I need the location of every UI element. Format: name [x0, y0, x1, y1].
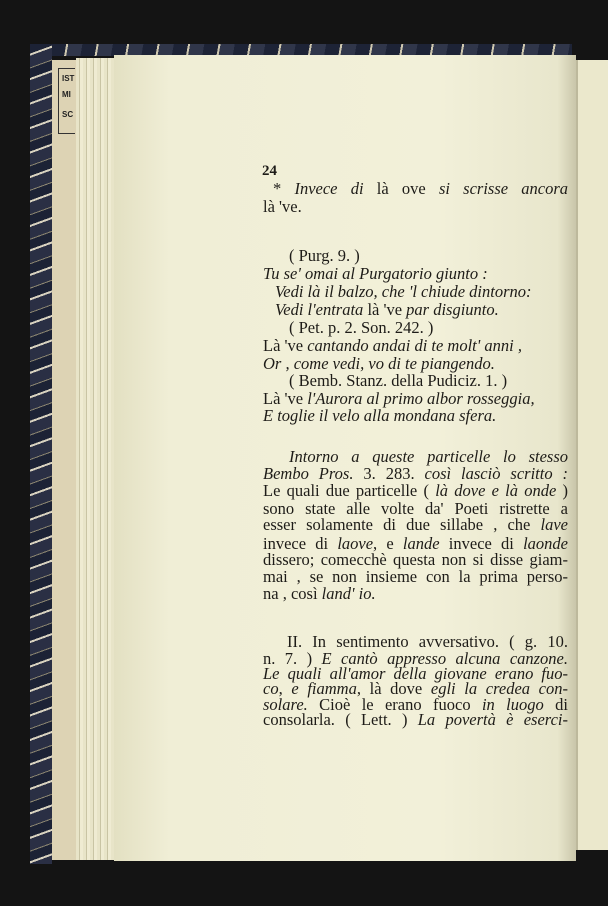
text-line — [263, 198, 568, 216]
roman-text: 3. 283. — [353, 464, 425, 483]
roman-text: na , così — [263, 584, 322, 603]
text-line — [273, 180, 568, 198]
text-line — [289, 319, 568, 337]
roman-text: dissero; comecchè questa non si disse giam- — [263, 550, 568, 569]
roman-text: Le quali due particelle ( — [263, 481, 436, 500]
italic-text: lave — [540, 515, 568, 534]
roman-text: ( Pet. p. 2. Son. 242. ) — [289, 318, 434, 337]
roman-text: invece di — [263, 534, 338, 553]
spine-label — [52, 60, 76, 860]
text-line — [275, 283, 568, 301]
roman-text: , — [278, 679, 292, 698]
italic-text: l'Aurora al primo albor rosseggia, — [307, 389, 535, 408]
text-line — [289, 247, 568, 265]
italic-text: cantando andai di te molt' anni , — [307, 336, 523, 355]
page-number: 24 — [262, 163, 277, 179]
italic-text: lande — [402, 534, 440, 553]
roman-text: Là 've — [263, 389, 308, 408]
italic-text: par disgiunto. — [406, 300, 499, 319]
italic-text: La povertà è eserci- — [417, 710, 568, 729]
text-line — [263, 711, 568, 729]
text-line — [263, 516, 568, 534]
italic-text: Vedi là il balzo, che 'l chiude dintorno: — [275, 282, 532, 301]
text-line — [263, 482, 568, 500]
roman-text: invece di — [439, 534, 524, 553]
spine-label-text: SC — [62, 110, 74, 119]
text-line — [263, 407, 568, 425]
roman-text: , e — [373, 534, 403, 553]
page-edges — [76, 58, 118, 860]
roman-text: * — [273, 179, 295, 198]
roman-text: Cioè le erano fuoco — [307, 695, 482, 714]
italic-text: E toglie il velo alla mondana sfera. — [263, 406, 497, 425]
italic-text: così lasciò scritto : — [424, 464, 569, 483]
text-line — [289, 372, 568, 390]
italic-text: là dove e là onde — [435, 481, 557, 500]
italic-text: in luogo — [481, 695, 544, 714]
text-line — [263, 337, 568, 355]
italic-text: laove — [337, 534, 374, 553]
roman-text: consolarla. ( Lett. ) — [263, 710, 418, 729]
text-line — [275, 301, 568, 319]
italic-text: Bembo Pros. — [263, 464, 354, 483]
spine-label-text: IST — [62, 74, 75, 83]
italic-text: Tu se' omai al Purgatorio giunto : — [263, 264, 488, 283]
next-page-edge — [576, 60, 608, 850]
roman-text: II. In sentimento avversativo. ( g. 10. — [287, 632, 568, 651]
italic-text: land' io. — [321, 584, 376, 603]
marbled-book-cover — [30, 44, 52, 864]
italic-text: Le quali all'amor della giovane erano fuo- — [263, 664, 568, 683]
roman-text: esser solamente di due sillabe , che — [263, 515, 541, 534]
italic-text: solare. — [263, 695, 308, 714]
italic-text: egli la credea con- — [430, 679, 569, 698]
text-line — [263, 585, 568, 603]
roman-text: mai , se non insieme con la prima perso- — [263, 567, 568, 586]
roman-text: là 've. — [263, 197, 302, 216]
italic-text: Or , come vedi, vo di te piangendo. — [263, 354, 495, 373]
italic-text: Invece di — [294, 179, 364, 198]
roman-text: , là dove — [356, 679, 431, 698]
roman-text: di — [543, 695, 568, 714]
spine-label-text: MI — [62, 90, 71, 99]
roman-text: Là 've — [263, 336, 308, 355]
roman-text: ( Bemb. Stanz. della Pudiciz. 1. ) — [289, 371, 508, 390]
italic-text: Intorno a queste particelle lo stesso — [289, 447, 568, 466]
text-line — [263, 265, 568, 283]
italic-text: laonde — [523, 534, 569, 553]
roman-text: là 've — [363, 300, 407, 319]
roman-text: ) — [556, 481, 568, 500]
roman-text: sono state alle volte da' Poeti ristrette a — [263, 499, 568, 518]
italic-text: e fiamma — [291, 679, 357, 698]
italic-text: co — [263, 679, 279, 698]
roman-text: là ove — [363, 179, 439, 198]
roman-text: n. 7. ) — [263, 649, 322, 668]
italic-text: si scrisse ancora — [438, 179, 569, 198]
italic-text: E cantò appresso alcuna canzone. — [321, 649, 569, 668]
italic-text: Vedi l'entrata — [275, 300, 364, 319]
roman-text: ( Purg. 9. ) — [289, 246, 360, 265]
